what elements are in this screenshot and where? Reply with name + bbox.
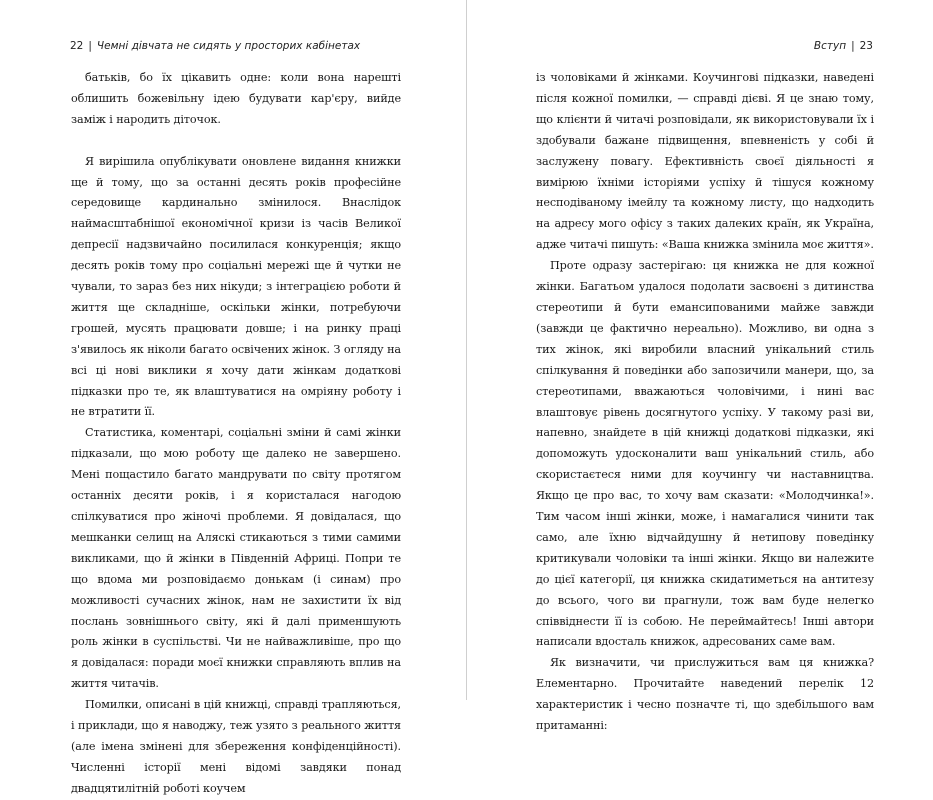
left-page-body <box>71 68 401 800</box>
left-running-head: Чемні дівчата не сидять у просторих кабінетах <box>96 40 361 52</box>
header-separator: | <box>88 40 92 52</box>
right-running-head: Вступ <box>813 40 847 52</box>
paragraph: із чоловіками й жінками. Коучингові підказки, наведені після кожної помилки, — справді дієві. Я це знаю тому, що клієнти й читачі розповідали, як використовували їх і здобували бажане підвищення, впевненість у собі й заслужену повагу. Ефективність своєї діяльності я вимірюю їхніми історіями успіху й тішуся кожному несподіваному імейлу та кожному листу, що надходить на адресу мого офісу з таких далеких країн, як Україна, адже читачі пишуть: «Ваша книжка змінила моє життя». <box>536 71 874 252</box>
paragraph: Як визначити, чи прислужиться вам ця книжка? Елементарно. Прочитайте наведений перелік 12 характеристик і чесно позначте ті, що здебільшого вам притаманні: <box>536 656 874 733</box>
left-page-header <box>70 40 360 52</box>
right-page-body <box>536 68 874 737</box>
paragraph: Помилки, описані в цій книжці, справді трапляються, і приклади, що я наводжу, теж узято з реального життя (але імена змінені для збереження конфіденційності). Численні історії мені відомі завдяки понад двадцятилітній роботі коучем <box>71 698 401 795</box>
paragraph: Статистика, коментарі, соціальні зміни й самі жінки підказали, що мою роботу ще далеко не завершено. Мені пощастило багато мандрувати по світу протягом останніх десяти років, і я користалася нагодою спілкуватися про жіночі проблеми. Я довідалася, що мешканки селищ на Аляскі стикаються з тими самими викликами, що й жінки в Південній Африці. Попри те що вдома ми розповідаємо донькам (і синам) про можливості сучасних жінок, нам не захистити їх від послань зовнішнього світу, які й далі применшують роль жінки в суспільстві. Чи не найважливіше, про що я довідалася: поради моєї книжки справляють вплив на життя читачів. <box>71 426 401 691</box>
right-page-number: 23 <box>859 40 873 52</box>
paragraph: Я вирішила опублікувати оновлене видання книжки ще й тому, що за останні десять років професійне середовище кардинально змінилося. Внаслідок наймасштабнішої економічної кризи із часів Великої депресії надзвичайно посилилася конкуренція; якщо десять років тому про соціальні мережі ще й чутки не чували, то зараз без них нікуди; з інтеграцією роботи й життя ще складніше, оскільки жінки, потребуючи грошей, мусять працювати довше; і на ринку праці з'явилось як ніколи багато освічених жінок. З огляду на всі ці нові виклики я хочу дати жінкам додаткові підказки про те, як влаштуватися на омріяну роботу і не втратити її. <box>71 154 401 419</box>
left-page-number: 22 <box>70 40 84 52</box>
right-page <box>467 0 933 733</box>
paragraph: Проте одразу застерігаю: ця книжка не для кожної жінки. Багатьом удалося подолати засвоєні з дитинства стереотипи й бути емансипованими майже завжди (завжди це фактично нереально). Можливо, ви одна з тих жінок, які виробили власний унікальний стиль спілкування й поведінки або запозичили манери, що, за стереотипами, вважаються чоловічими, і нині вас влаштовує рівень досягнутого успіху. У такому разі ви, напевно, знайдете в цій книжці додаткові підказки, які допоможуть удосконалити ваш унікальний стиль, або скористаєтеся ними для коучингу чи наставництва. Якщо це про вас, то хочу вам сказати: «Молодчинка!». Тим часом інші жінки, може, і намагалися чинити так само, але їхню відчайдушну й нетипову поведінку критикували чоловіки та інші жінки. Якщо ви належите до цієї категорії, ця книжка скидатиметься на антитезу до всього, чого ви прагнули, тож вам буде нелегко співвіднести її із собою. Не переймайтесь! Інші автори написали вдосталь книжок, адресованих саме вам. <box>536 259 874 649</box>
paragraph: батьків, бо їх цікавить одне: коли вона нарешті облишить божевільну ідею будувати кар'єру, вийде заміж і народить діточок. <box>71 71 401 126</box>
paragraph-gap <box>71 131 401 152</box>
header-separator: | <box>851 40 855 52</box>
left-page <box>0 0 466 795</box>
right-page-header <box>814 40 873 52</box>
